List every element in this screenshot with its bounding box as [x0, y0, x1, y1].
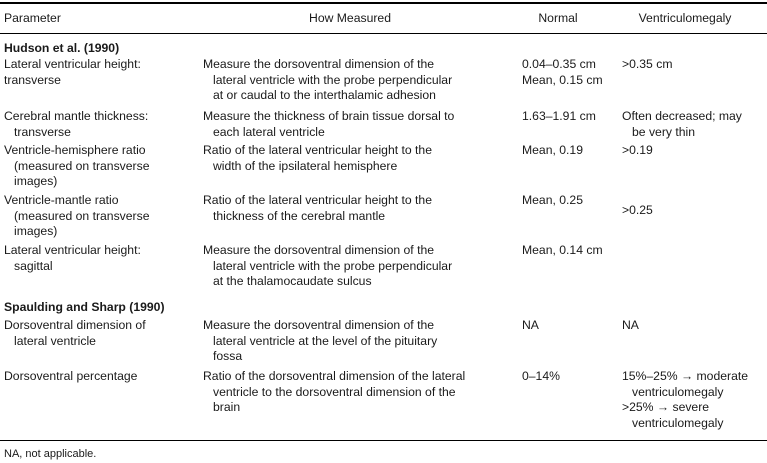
row-normal: 0.04–0.35 cm Mean, 0.15 cm	[522, 57, 603, 87]
header-ventriculomegaly: Ventriculomegaly	[638, 11, 732, 25]
section-title-hudson: Hudson et al. (1990)	[4, 41, 120, 55]
row-parameter: Ventricle-mantle ratio (measured on transverse images)	[4, 193, 150, 238]
row-parameter: Dorsoventral percentage	[4, 369, 138, 383]
row-parameter: Dorsoventral dimension of lateral ventricle	[4, 318, 146, 348]
header-bottom-rule	[0, 33, 767, 34]
header-normal: Normal	[538, 11, 578, 25]
footnote: NA, not applicable.	[4, 448, 97, 460]
table-top-rule	[0, 2, 767, 4]
row-normal: Mean, 0.14 cm	[522, 243, 603, 257]
row-ventriculomegaly: >0.25	[622, 203, 653, 217]
table-bottom-rule	[0, 440, 767, 441]
row-ventriculomegaly: Often decreased; may be very thin	[622, 109, 742, 139]
header-parameter: Parameter	[4, 11, 61, 25]
row-normal: Mean, 0.19	[522, 143, 583, 157]
row-ventriculomegaly: 15%–25% → moderate ventriculomegaly >25% → severe ventriculomegaly	[622, 369, 749, 430]
row-ventriculomegaly: NA	[622, 318, 639, 332]
row-how-measured: Ratio of the dorsoventral dimension of the lateral ventricle to the dorsoventral dimension of the brain	[203, 369, 466, 414]
row-normal: 1.63–1.91 cm	[522, 109, 596, 123]
row-how-measured: Measure the thickness of brain tissue dorsal to each lateral ventricle	[203, 109, 455, 139]
row-parameter: Lateral ventricular height: sagittal	[4, 243, 141, 273]
row-how-measured: Ratio of the lateral ventricular height to the thickness of the cerebral mantle	[203, 193, 432, 223]
section-title-spaulding: Spaulding and Sharp (1990)	[4, 300, 165, 314]
row-how-measured: Measure the dorsoventral dimension of the lateral ventricle at the level of the pituitary fossa	[203, 318, 438, 363]
row-how-measured: Ratio of the lateral ventricular height to the width of the ipsilateral hemisphere	[203, 143, 432, 173]
row-parameter: Cerebral mantle thickness: transverse	[4, 109, 149, 139]
row-ventriculomegaly: >0.35 cm	[622, 57, 673, 71]
row-how-measured: Measure the dorsoventral dimension of the lateral ventricle with the probe perpendicular at the thalamocaudate sulcus	[203, 243, 453, 288]
row-how-measured: Measure the dorsoventral dimension of the lateral ventricle with the probe perpendicular at or caudal to the interthalamic adhesion	[203, 57, 453, 102]
row-parameter: Lateral ventricular height: transverse	[4, 57, 141, 87]
row-normal: NA	[522, 318, 539, 332]
row-normal: Mean, 0.25	[522, 193, 583, 207]
row-normal: 0–14%	[522, 369, 560, 383]
header-how-measured: How Measured	[309, 11, 391, 25]
row-parameter: Ventricle-hemisphere ratio (measured on transverse images)	[4, 143, 150, 188]
row-ventriculomegaly: >0.19	[622, 143, 653, 157]
